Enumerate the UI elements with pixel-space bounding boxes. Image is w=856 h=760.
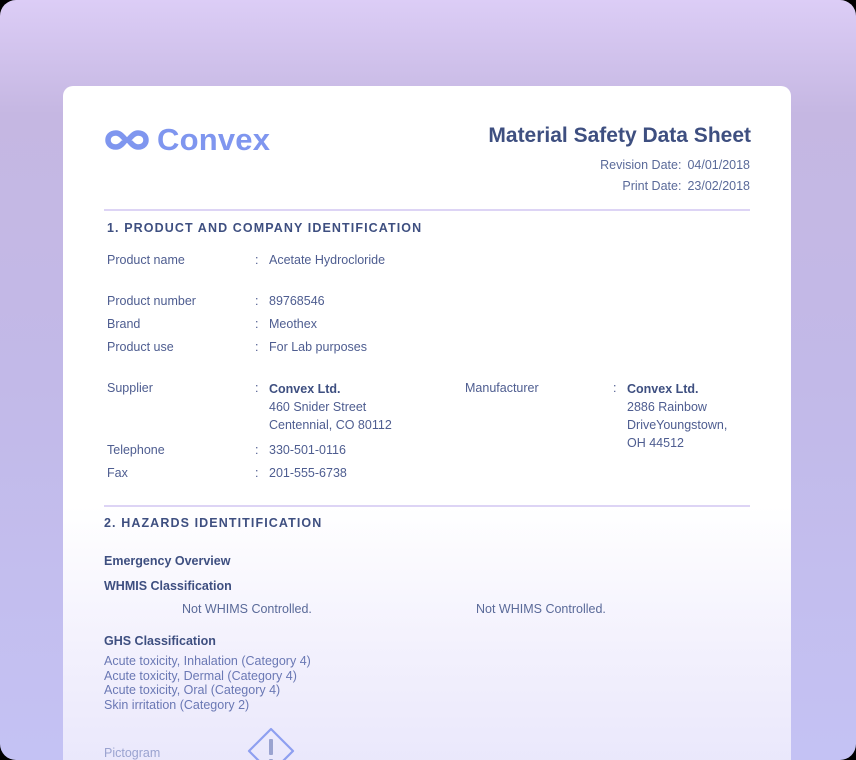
exclamation-warning-icon [246,726,296,760]
ghs-item: Skin irritation (Category 2) [104,697,250,712]
supplier-name: Convex Ltd. [269,382,341,396]
revision-date-label: Revision Date: [600,158,682,172]
field-separator: : [255,317,259,331]
field-label: Brand [107,317,141,331]
field-separator: : [255,381,259,395]
manufacturer-address-line3: OH 44512 [627,436,684,450]
field-separator: : [255,253,259,267]
document-title: Material Safety Data Sheet [488,124,751,147]
field-separator: : [255,294,259,308]
manufacturer-address-line2: DriveYoungstown, [627,418,728,432]
section-1-heading: 1. PRODUCT AND COMPANY IDENTIFICATION [107,221,423,235]
field-value: Acetate Hydrocloride [269,253,386,267]
manufacturer-name: Convex Ltd. [627,382,699,396]
ghs-classification-list [104,654,311,712]
field-manufacturer [465,379,755,459]
field-separator: : [255,340,259,354]
whmis-value-1: Not WHIMS Controlled. [182,602,312,616]
field-label: Product name [107,253,185,267]
field-value: For Lab purposes [269,340,367,354]
field-value: 89768546 [269,294,325,308]
ghs-heading: GHS Classification [104,634,216,648]
field-label: Product use [107,340,174,354]
ghs-item: Acute toxicity, Dermal (Category 4) [104,668,297,683]
whmis-heading: WHMIS Classification [104,579,232,593]
field-value: 330-501-0116 [269,443,346,457]
pictogram-label: Pictogram [104,746,161,760]
whmis-value-2: Not WHIMS Controlled. [476,602,606,616]
infinity-icon [105,129,149,151]
supplier-address-line2: Centennial, CO 80112 [269,418,392,432]
field-label: Fax [107,466,128,480]
print-date-value: 23/02/2018 [687,179,750,193]
section-divider [104,209,750,211]
print-date-label: Print Date: [622,179,682,193]
field-label: Product number [107,294,196,308]
field-separator: : [613,381,617,395]
supplier-address-line1: 460 Snider Street [269,400,367,414]
brand-name: Convex [157,122,271,157]
field-label: Supplier [107,381,153,395]
field-value: 201-555-6738 [269,466,347,480]
brand-logo [105,122,270,158]
field-supplier [107,379,447,439]
field-value: Meothex [269,317,317,331]
ghs-item: Acute toxicity, Inhalation (Category 4) [104,654,311,668]
emergency-overview-heading: Emergency Overview [104,554,231,568]
manufacturer-address-line1: 2886 Rainbow [627,400,707,414]
field-label: Manufacturer [465,381,539,395]
ghs-item: Acute toxicity, Oral (Category 4) [104,683,281,697]
print-date [622,179,750,193]
revision-date-value: 04/01/2018 [687,158,750,172]
document-card [63,86,791,760]
revision-date [600,158,750,172]
section-divider [104,505,750,507]
field-separator: : [255,466,259,480]
field-separator: : [255,443,259,457]
field-label: Telephone [107,443,165,457]
section-2-heading: 2. HAZARDS IDENTITIFICATION [104,516,323,530]
